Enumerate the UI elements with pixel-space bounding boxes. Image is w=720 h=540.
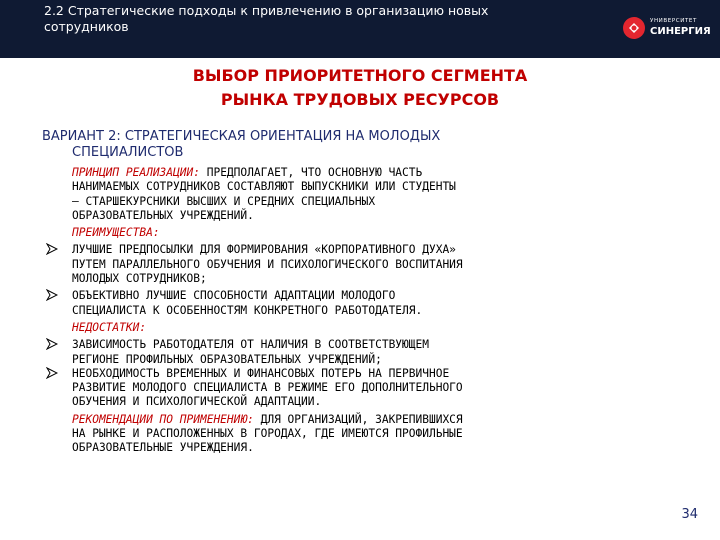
list-item-text: ЗАВИСИМОСТЬ РАБОТОДАТЕЛЯ ОТ НАЛИЧИЯ В СООТВЕТСТВУЮЩЕМ xyxy=(72,338,429,352)
list-item-text: НЕОБХОДИМОСТЬ ВРЕМЕННЫХ И ФИНАНСОВЫХ ПОТЕРЬ НА ПЕРВИЧНОЕ xyxy=(72,366,450,380)
list-item-text: ОБУЧЕНИЯ И ПСИХОЛОГИЧЕСКОЙ АДАПТАЦИИ. xyxy=(72,395,322,409)
list-item xyxy=(72,289,692,318)
list-item xyxy=(72,367,692,410)
section-title-line-1: 2.2 Стратегические подходы к привлечению в организацию новых xyxy=(44,3,489,18)
disadvantages-label: НЕДОСТАТКИ: xyxy=(72,320,147,334)
arrow-bullet-icon xyxy=(46,289,58,301)
list-item-text: РЕГИОНЕ ПРОФИЛЬНЫХ ОБРАЗОВАТЕЛЬНЫХ УЧРЕЖДЕНИЙ; xyxy=(72,352,382,366)
list-item-text: ПУТЕМ ПАРАЛЛЕЛЬНОГО ОБУЧЕНИЯ И ПСИХОЛОГИЧЕСКОГО ВОСПИТАНИЯ xyxy=(72,257,463,271)
list-item xyxy=(72,338,692,367)
list-item xyxy=(72,243,692,286)
slide-title xyxy=(0,64,720,112)
variant-heading-line-2: СПЕЦИАЛИСТОВ xyxy=(72,145,184,160)
list-item-text: ЛУЧШИЕ ПРЕДПОСЫЛКИ ДЛЯ ФОРМИРОВАНИЯ «КОРПОРАТИВНОГО ДУХА» xyxy=(72,243,456,257)
principle-text: НАНИМАЕМЫХ СОТРУДНИКОВ СОСТАВЛЯЮТ ВЫПУСКНИКИ ИЛИ СТУДЕНТЫ xyxy=(72,180,456,194)
section-title-line-2: сотрудников xyxy=(44,19,129,34)
page-number: 34 xyxy=(681,507,698,522)
principle-paragraph xyxy=(72,166,692,223)
logo-wordmark: СИНЕРГИЯ xyxy=(650,26,711,37)
slide-title-line-2: РЫНКА ТРУДОВЫХ РЕСУРСОВ xyxy=(220,90,500,109)
list-item-text: МОЛОДЫХ СОТРУДНИКОВ; xyxy=(72,272,207,286)
list-item-text: РАЗВИТИЕ МОЛОДОГО СПЕЦИАЛИСТА В РЕЖИМЕ ЕГО ДОПОЛНИТЕЛЬНОГО xyxy=(72,381,463,395)
recommendations-text: НА РЫНКЕ И РАСПОЛОЖЕННЫХ В ГОРОДАХ, ГДЕ ИМЕЮТСЯ ПРОФИЛЬНЫЕ xyxy=(72,427,463,441)
slide-title-line-1: ВЫБОР ПРИОРИТЕТНОГО СЕГМЕНТА xyxy=(192,66,528,85)
arrow-bullet-icon xyxy=(46,243,58,255)
logo-caption: УНИВЕРСИТЕТ xyxy=(650,18,697,24)
variant-heading-line-1: ВАРИАНТ 2: СТРАТЕГИЧЕСКАЯ ОРИЕНТАЦИЯ НА МОЛОДЫХ xyxy=(42,129,441,144)
variant-heading xyxy=(42,129,682,161)
recommendations-text: ДЛЯ ОРГАНИЗАЦИЙ, ЗАКРЕПИВШИХСЯ xyxy=(253,412,463,426)
principle-label: ПРИНЦИП РЕАЛИЗАЦИИ: xyxy=(72,166,200,179)
arrow-bullet-icon xyxy=(46,338,58,350)
recommendations-text: ОБРАЗОВАТЕЛЬНЫЕ УЧРЕЖДЕНИЯ. xyxy=(72,441,254,455)
list-item-text: ОБЪЕКТИВНО ЛУЧШИЕ СПОСОБНОСТИ АДАПТАЦИИ МОЛОДОГО xyxy=(72,289,396,303)
synergy-logo-icon xyxy=(622,16,646,40)
recommendations-paragraph xyxy=(72,413,692,456)
principle-text: ПРЕДПОЛАГАЕТ, ЧТО ОСНОВНУЮ ЧАСТЬ xyxy=(199,166,423,179)
principle-text: – СТАРШЕКУРСНИКИ ВЫСШИХ И СРЕДНИХ СПЕЦИАЛЬНЫХ xyxy=(72,194,376,208)
principle-text: ОБРАЗОВАТЕЛЬНЫХ УЧРЕЖДЕНИЙ. xyxy=(72,208,254,222)
arrow-bullet-icon xyxy=(46,367,58,379)
header-bar xyxy=(0,0,720,58)
section-title xyxy=(44,3,604,35)
list-item-text: СПЕЦИАЛИСТА К ОСОБЕННОСТЯМ КОНКРЕТНОГО РАБОТОДАТЕЛЯ. xyxy=(72,303,423,317)
advantages-label: ПРЕИМУЩЕСТВА: xyxy=(72,226,160,240)
recommendations-label: РЕКОМЕНДАЦИИ ПО ПРИМЕНЕНИЮ: xyxy=(72,412,254,426)
slide-body xyxy=(72,166,692,456)
